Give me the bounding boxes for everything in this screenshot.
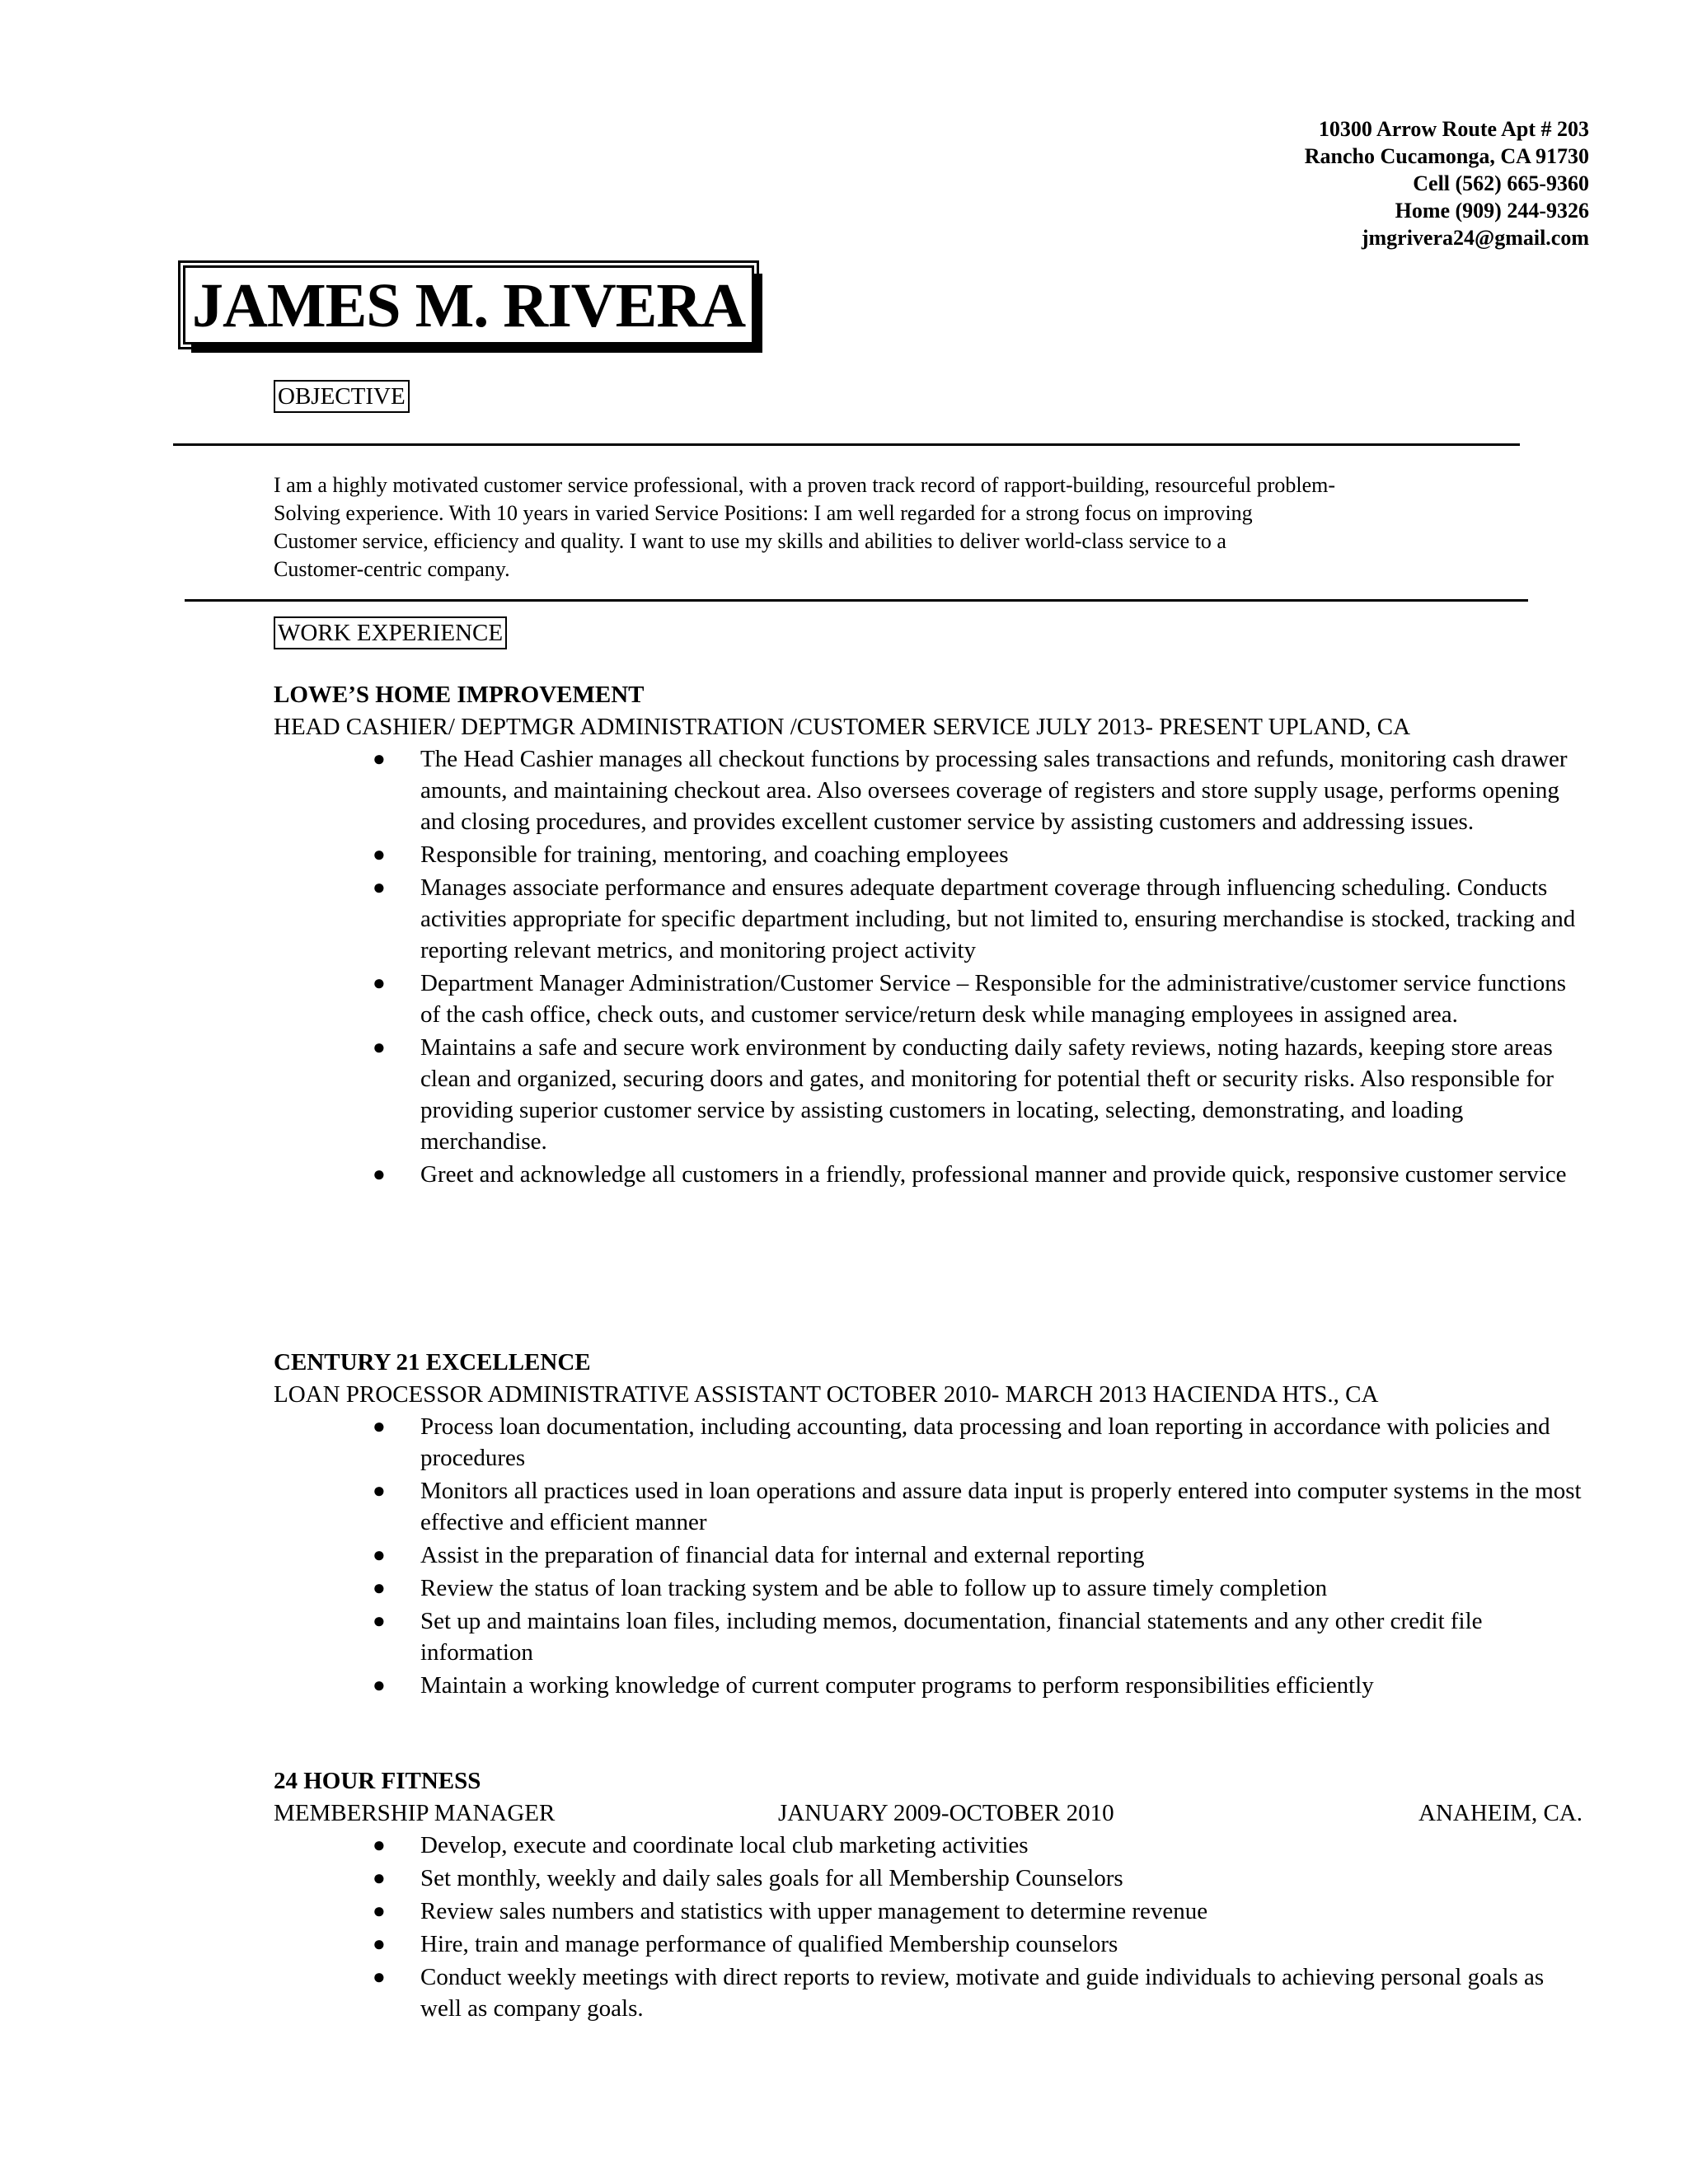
objective-top-rule xyxy=(173,443,1520,446)
bullet-icon: ● xyxy=(373,1866,386,1890)
list-item: ● Conduct weekly meetings with direct reports to review, motivate and guide individuals to achieving personal goals as well as company goals. xyxy=(420,1961,1591,2024)
job-title-line: HEAD CASHIER/ DEPTMGR ADMINISTRATION /CUSTOMER SERVICE JULY 2013- PRESENT UPLAND, CA xyxy=(274,714,1411,740)
objective-line: I am a highly motivated customer service professional, with a proven track record of rapport-building, resourceful problem- xyxy=(274,473,1336,497)
bullet-icon: ● xyxy=(373,1414,386,1438)
bullet-icon: ● xyxy=(373,1576,386,1600)
email: jmgrivera24@gmail.com xyxy=(1361,226,1589,250)
bullet-icon: ● xyxy=(373,1965,386,1989)
job-century21 xyxy=(274,1347,1592,1703)
job-title: MEMBERSHIP MANAGER xyxy=(274,1800,556,1826)
bullet-icon: ● xyxy=(373,1543,386,1567)
list-item: ● Maintain a working knowledge of current computer programs to perform responsibilities efficiently xyxy=(420,1670,1591,1701)
list-item: ● Review sales numbers and statistics with upper management to determine revenue xyxy=(420,1896,1591,1927)
list-item: ● Monitors all practices used in loan operations and assure data input is properly entered into computer systems in the most effective and efficient manner xyxy=(420,1475,1591,1538)
list-item: ● The Head Cashier manages all checkout functions by processing sales transactions and refunds, monitoring cash drawer amounts, and maintaining checkout area. Also oversees coverage of registers and store supply usage, performs opening and closing procedures, and provides excellent customer service by assisting customers and addressing issues. xyxy=(420,743,1591,837)
list-item: ● Set monthly, weekly and daily sales goals for all Membership Counselors xyxy=(420,1863,1591,1894)
list-item: ● Responsible for training, mentoring, and coaching employees xyxy=(420,839,1591,870)
list-item: ● Greet and acknowledge all customers in a friendly, professional manner and provide quick, responsive customer service xyxy=(420,1159,1591,1190)
objective-line: Solving experience. With 10 years in varied Service Positions: I am well regarded for a strong focus on improving xyxy=(274,501,1253,525)
bullet-icon: ● xyxy=(373,842,386,866)
company-name: 24 HOUR FITNESS xyxy=(274,1768,481,1794)
bullet-icon: ● xyxy=(373,747,386,771)
objective-text xyxy=(274,471,1526,583)
list-item: ● Assist in the preparation of financial data for internal and external reporting xyxy=(420,1540,1591,1571)
job-bullets xyxy=(274,1830,1591,2024)
candidate-name: JAMES M. RIVERA xyxy=(192,271,746,340)
objective-label: OBJECTIVE xyxy=(274,380,410,413)
list-item: ● Maintains a safe and secure work environment by conducting daily safety reviews, noting hazards, keeping store areas clean and organized, securing doors and gates, and monitoring for potential theft or security risks. Also responsible for providing superior customer service by assisting customers in locating, selecting, demonstrating, and loading merchandise. xyxy=(420,1032,1591,1157)
name-box xyxy=(183,265,754,344)
list-item: ● Develop, execute and coordinate local club marketing activities xyxy=(420,1830,1591,1861)
job-title-line: LOAN PROCESSOR ADMINISTRATIVE ASSISTANT OCTOBER 2010- MARCH 2013 HACIENDA HTS., CA xyxy=(274,1381,1379,1408)
objective-line: Customer service, efficiency and quality. I want to use my skills and abilities to deliver world-class service to a xyxy=(274,529,1226,553)
bullet-icon: ● xyxy=(373,1833,386,1857)
job-location: ANAHEIM, CA. xyxy=(1418,1800,1582,1826)
bullet-icon: ● xyxy=(373,1673,386,1697)
bullet-icon: ● xyxy=(373,971,386,995)
list-item: ● Process loan documentation, including accounting, data processing and loan reporting in accordance with policies and procedures xyxy=(420,1411,1591,1474)
work-experience-label: WORK EXPERIENCE xyxy=(274,616,507,649)
list-item: ● Manages associate performance and ensures adequate department coverage through influencing scheduling. Conducts activities appropriate for specific department including, but not limited to, ensuring merchandise is stocked, tracking and reporting relevant metrics, and monitoring project activity xyxy=(420,872,1591,966)
bullet-icon: ● xyxy=(373,1162,386,1186)
job-bullets xyxy=(274,1411,1591,1701)
home-phone: Home (909) 244-9326 xyxy=(1395,199,1589,223)
list-item: ● Hire, train and manage performance of qualified Membership counselors xyxy=(420,1929,1591,1960)
address-line-1: 10300 Arrow Route Apt # 203 xyxy=(1318,117,1589,141)
list-item: ● Department Manager Administration/Customer Service – Responsible for the administrative/customer service functions of the cash office, check outs, and customer service/return desk while managing employees in assigned area. xyxy=(420,968,1591,1030)
job-title-line xyxy=(274,1797,1582,1830)
bullet-icon: ● xyxy=(373,1899,386,1923)
contact-block xyxy=(1305,115,1589,251)
list-item: ● Set up and maintains loan files, including memos, documentation, financial statements and any other credit file information xyxy=(420,1605,1591,1668)
list-item: ● Review the status of loan tracking system and be able to follow up to assure timely completion xyxy=(420,1572,1591,1604)
job-bullets xyxy=(274,743,1591,1190)
job-lowes xyxy=(274,679,1592,1192)
bullet-icon: ● xyxy=(373,1479,386,1502)
address-line-2: Rancho Cucamonga, CA 91730 xyxy=(1304,144,1589,168)
job-24-hour-fitness xyxy=(274,1765,1592,2026)
bullet-icon: ● xyxy=(373,1609,386,1633)
objective-bottom-rule xyxy=(185,599,1528,602)
cell-phone: Cell (562) 665-9360 xyxy=(1413,171,1589,195)
objective-line: Customer-centric company. xyxy=(274,557,510,581)
company-name: LOWE’S HOME IMPROVEMENT xyxy=(274,682,645,708)
bullet-icon: ● xyxy=(373,1035,386,1059)
company-name: CENTURY 21 EXCELLENCE xyxy=(274,1349,591,1376)
bullet-icon: ● xyxy=(373,1932,386,1956)
job-dates: JANUARY 2009-OCTOBER 2010 xyxy=(778,1800,1114,1826)
bullet-icon: ● xyxy=(373,875,386,899)
